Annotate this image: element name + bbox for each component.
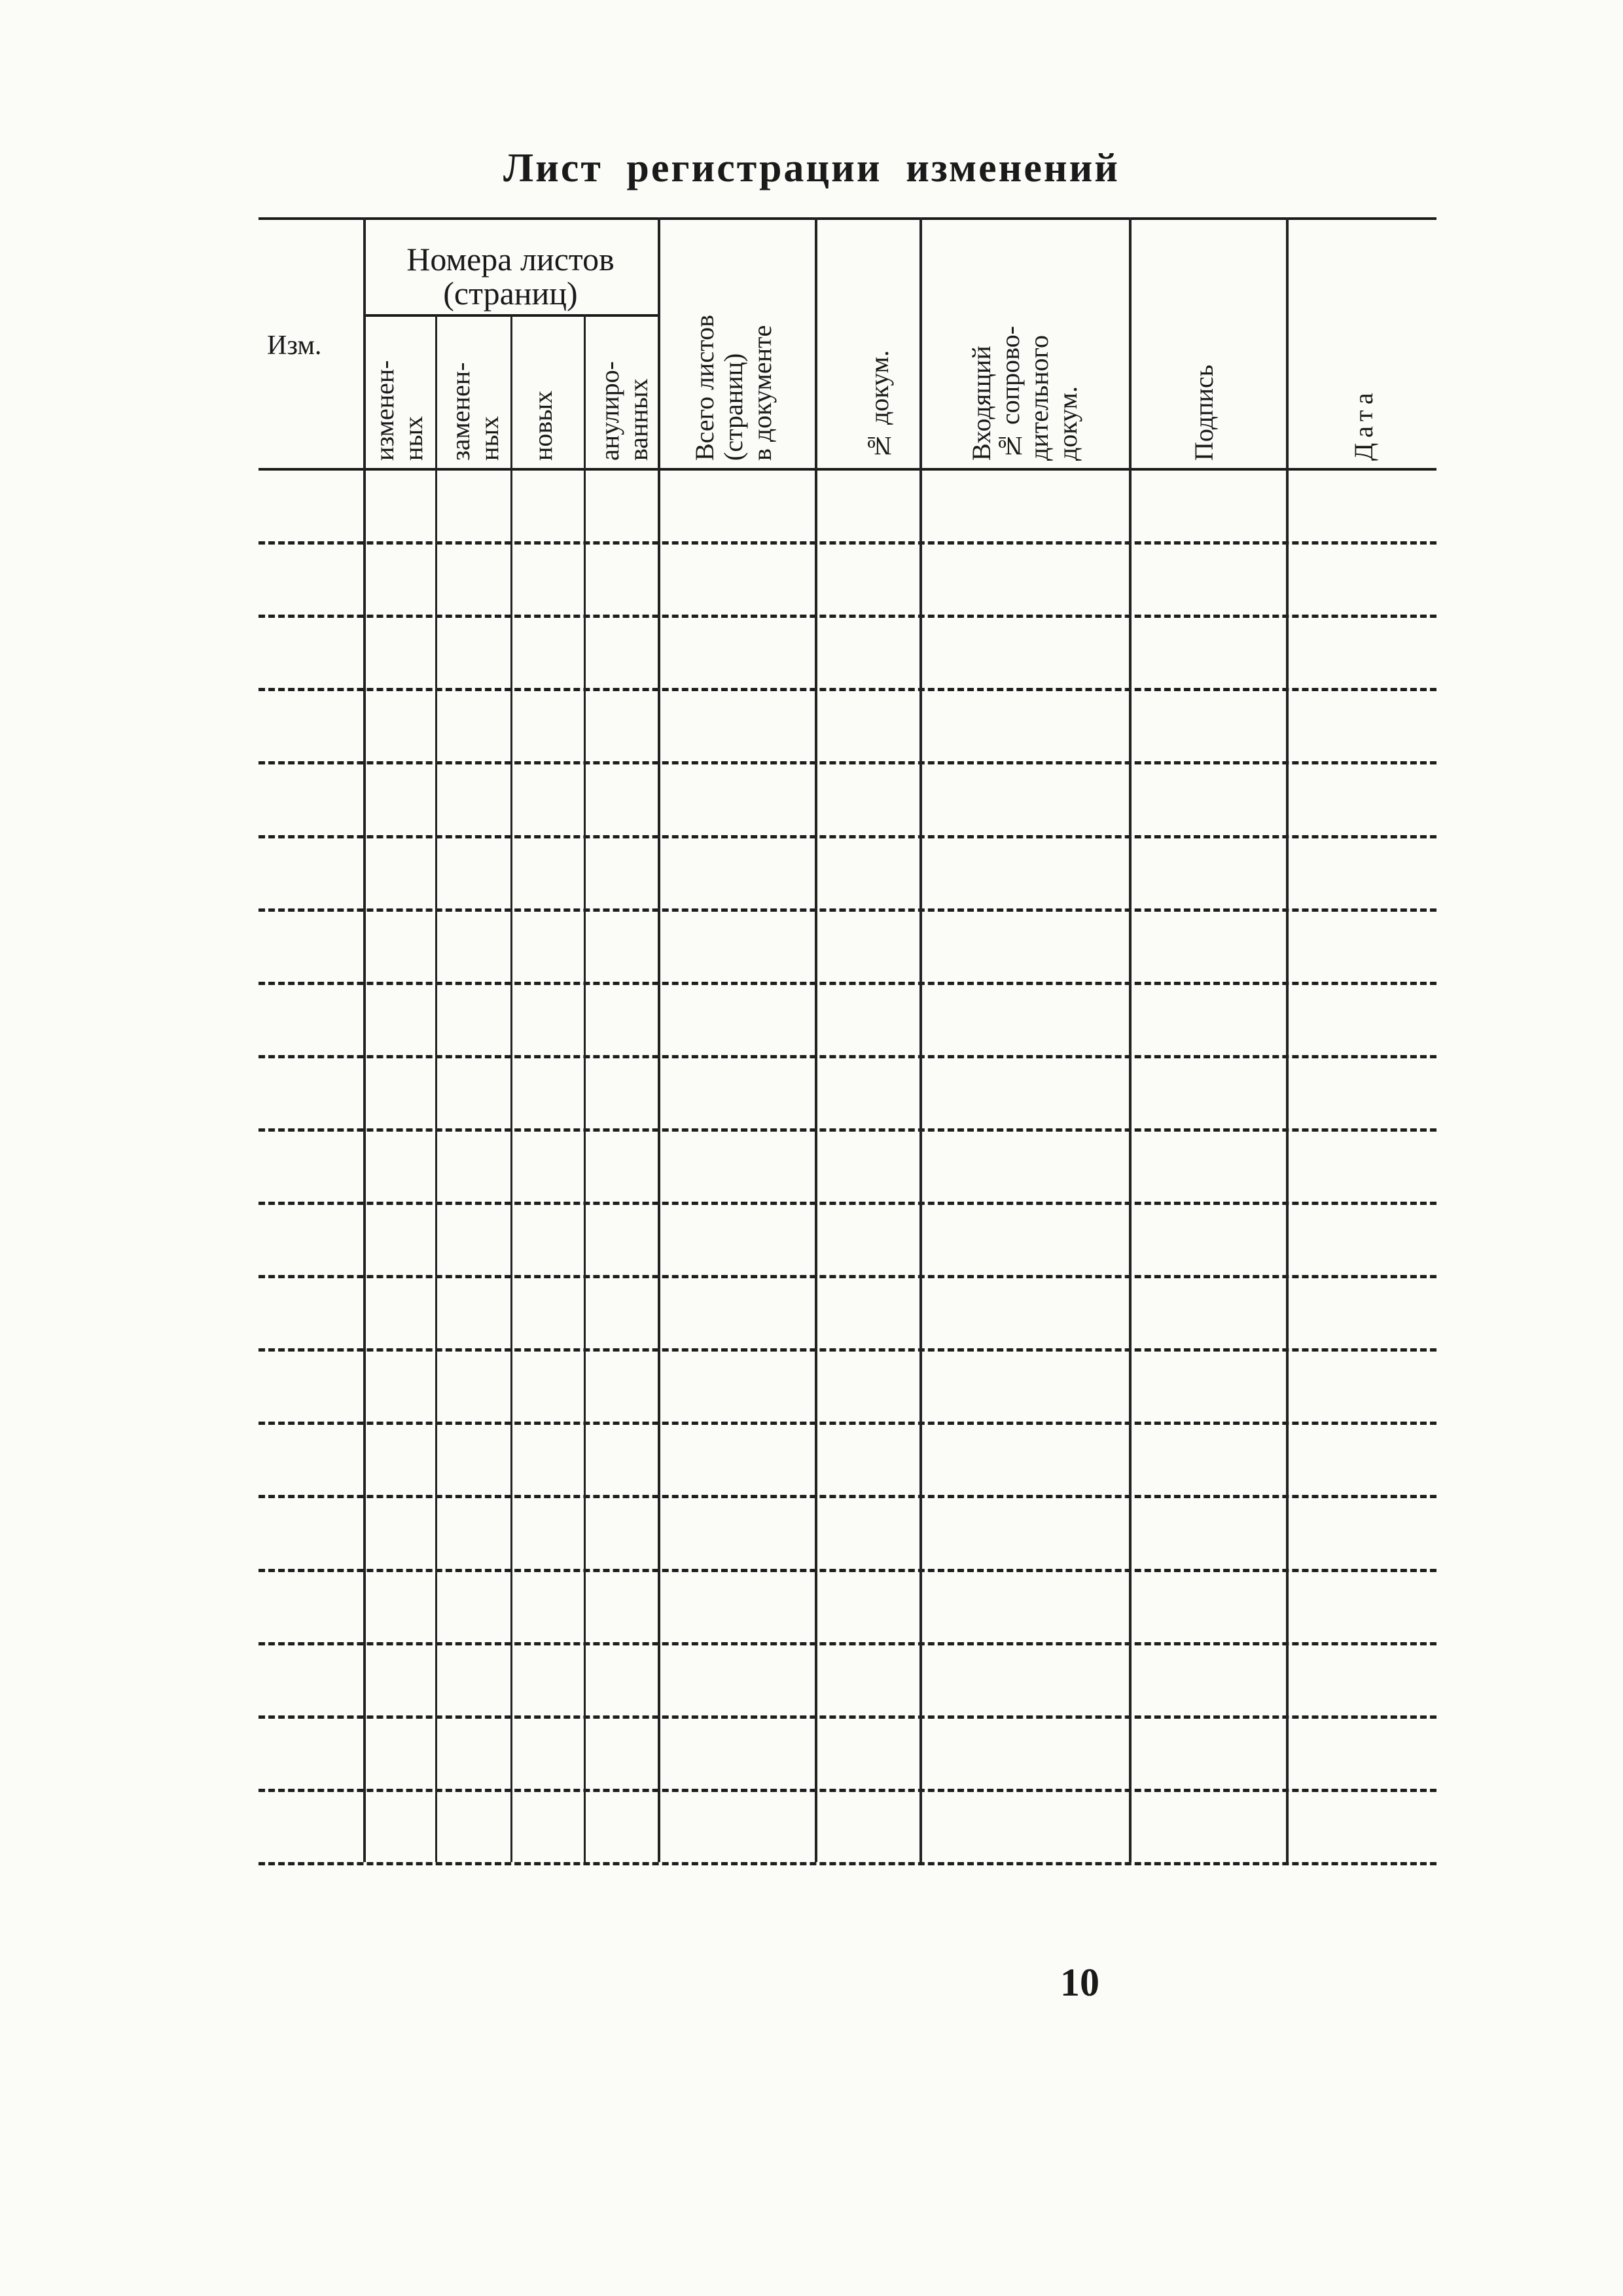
header-signature: [1190, 288, 1219, 461]
header-replaced-line-2: ных: [474, 416, 504, 461]
header-doc-number: [865, 275, 894, 461]
header-incoming-line-1: Входящий: [967, 346, 996, 461]
sub-column-divider: [584, 314, 586, 1862]
header-new: [529, 322, 558, 461]
header-annulled-line-2: ванных: [624, 378, 653, 461]
header-changed: [370, 322, 428, 461]
header-replaced: [446, 322, 504, 461]
header-signature-line-1: Подпись: [1189, 365, 1219, 461]
header-date: [1349, 353, 1378, 461]
header-doc-number-line-1: № докум.: [865, 350, 894, 461]
header-total-sheets-line-3: в документе: [747, 325, 777, 461]
header-sheet-numbers-line-2: (страниц): [443, 275, 578, 312]
column-divider: [658, 217, 660, 1862]
table-top-rule: [259, 217, 1436, 220]
header-changed-line-1: изменен-: [370, 360, 399, 461]
header-incoming-line-3: дительного: [1024, 334, 1054, 461]
header-sheet-numbers-line-1: Номера листов: [406, 241, 615, 278]
sub-column-divider: [435, 314, 437, 1862]
column-divider: [919, 217, 922, 1862]
header-izm: Изм.: [267, 331, 322, 361]
page-title: Лист регистрации изменений: [503, 146, 1120, 190]
header-new-line-1: новых: [528, 390, 558, 461]
column-divider: [363, 217, 366, 1862]
header-annulled: [596, 322, 653, 461]
header-total-sheets-line-1: Всего листов: [690, 314, 719, 461]
column-divider: [1129, 217, 1132, 1862]
column-divider: [815, 217, 817, 1862]
header-sheet-numbers: [366, 242, 654, 310]
header-date-line-1: Дата: [1349, 387, 1378, 461]
header-incoming-line-2: № сопрово-: [995, 325, 1025, 461]
page-number: 10: [1060, 1961, 1099, 2004]
header-replaced-line-1: заменен-: [446, 362, 475, 461]
header-incoming-line-4: докум.: [1053, 386, 1082, 461]
header-total-sheets-line-2: (страниц): [719, 353, 748, 461]
header-annulled-line-1: анулиро-: [595, 361, 624, 461]
header-incoming: [967, 252, 1082, 461]
header-changed-line-2: ных: [399, 416, 428, 461]
row-divider: [259, 1862, 1436, 1865]
column-divider: [1286, 217, 1289, 1862]
sub-column-divider: [510, 314, 512, 1862]
header-total-sheets: [690, 245, 777, 461]
